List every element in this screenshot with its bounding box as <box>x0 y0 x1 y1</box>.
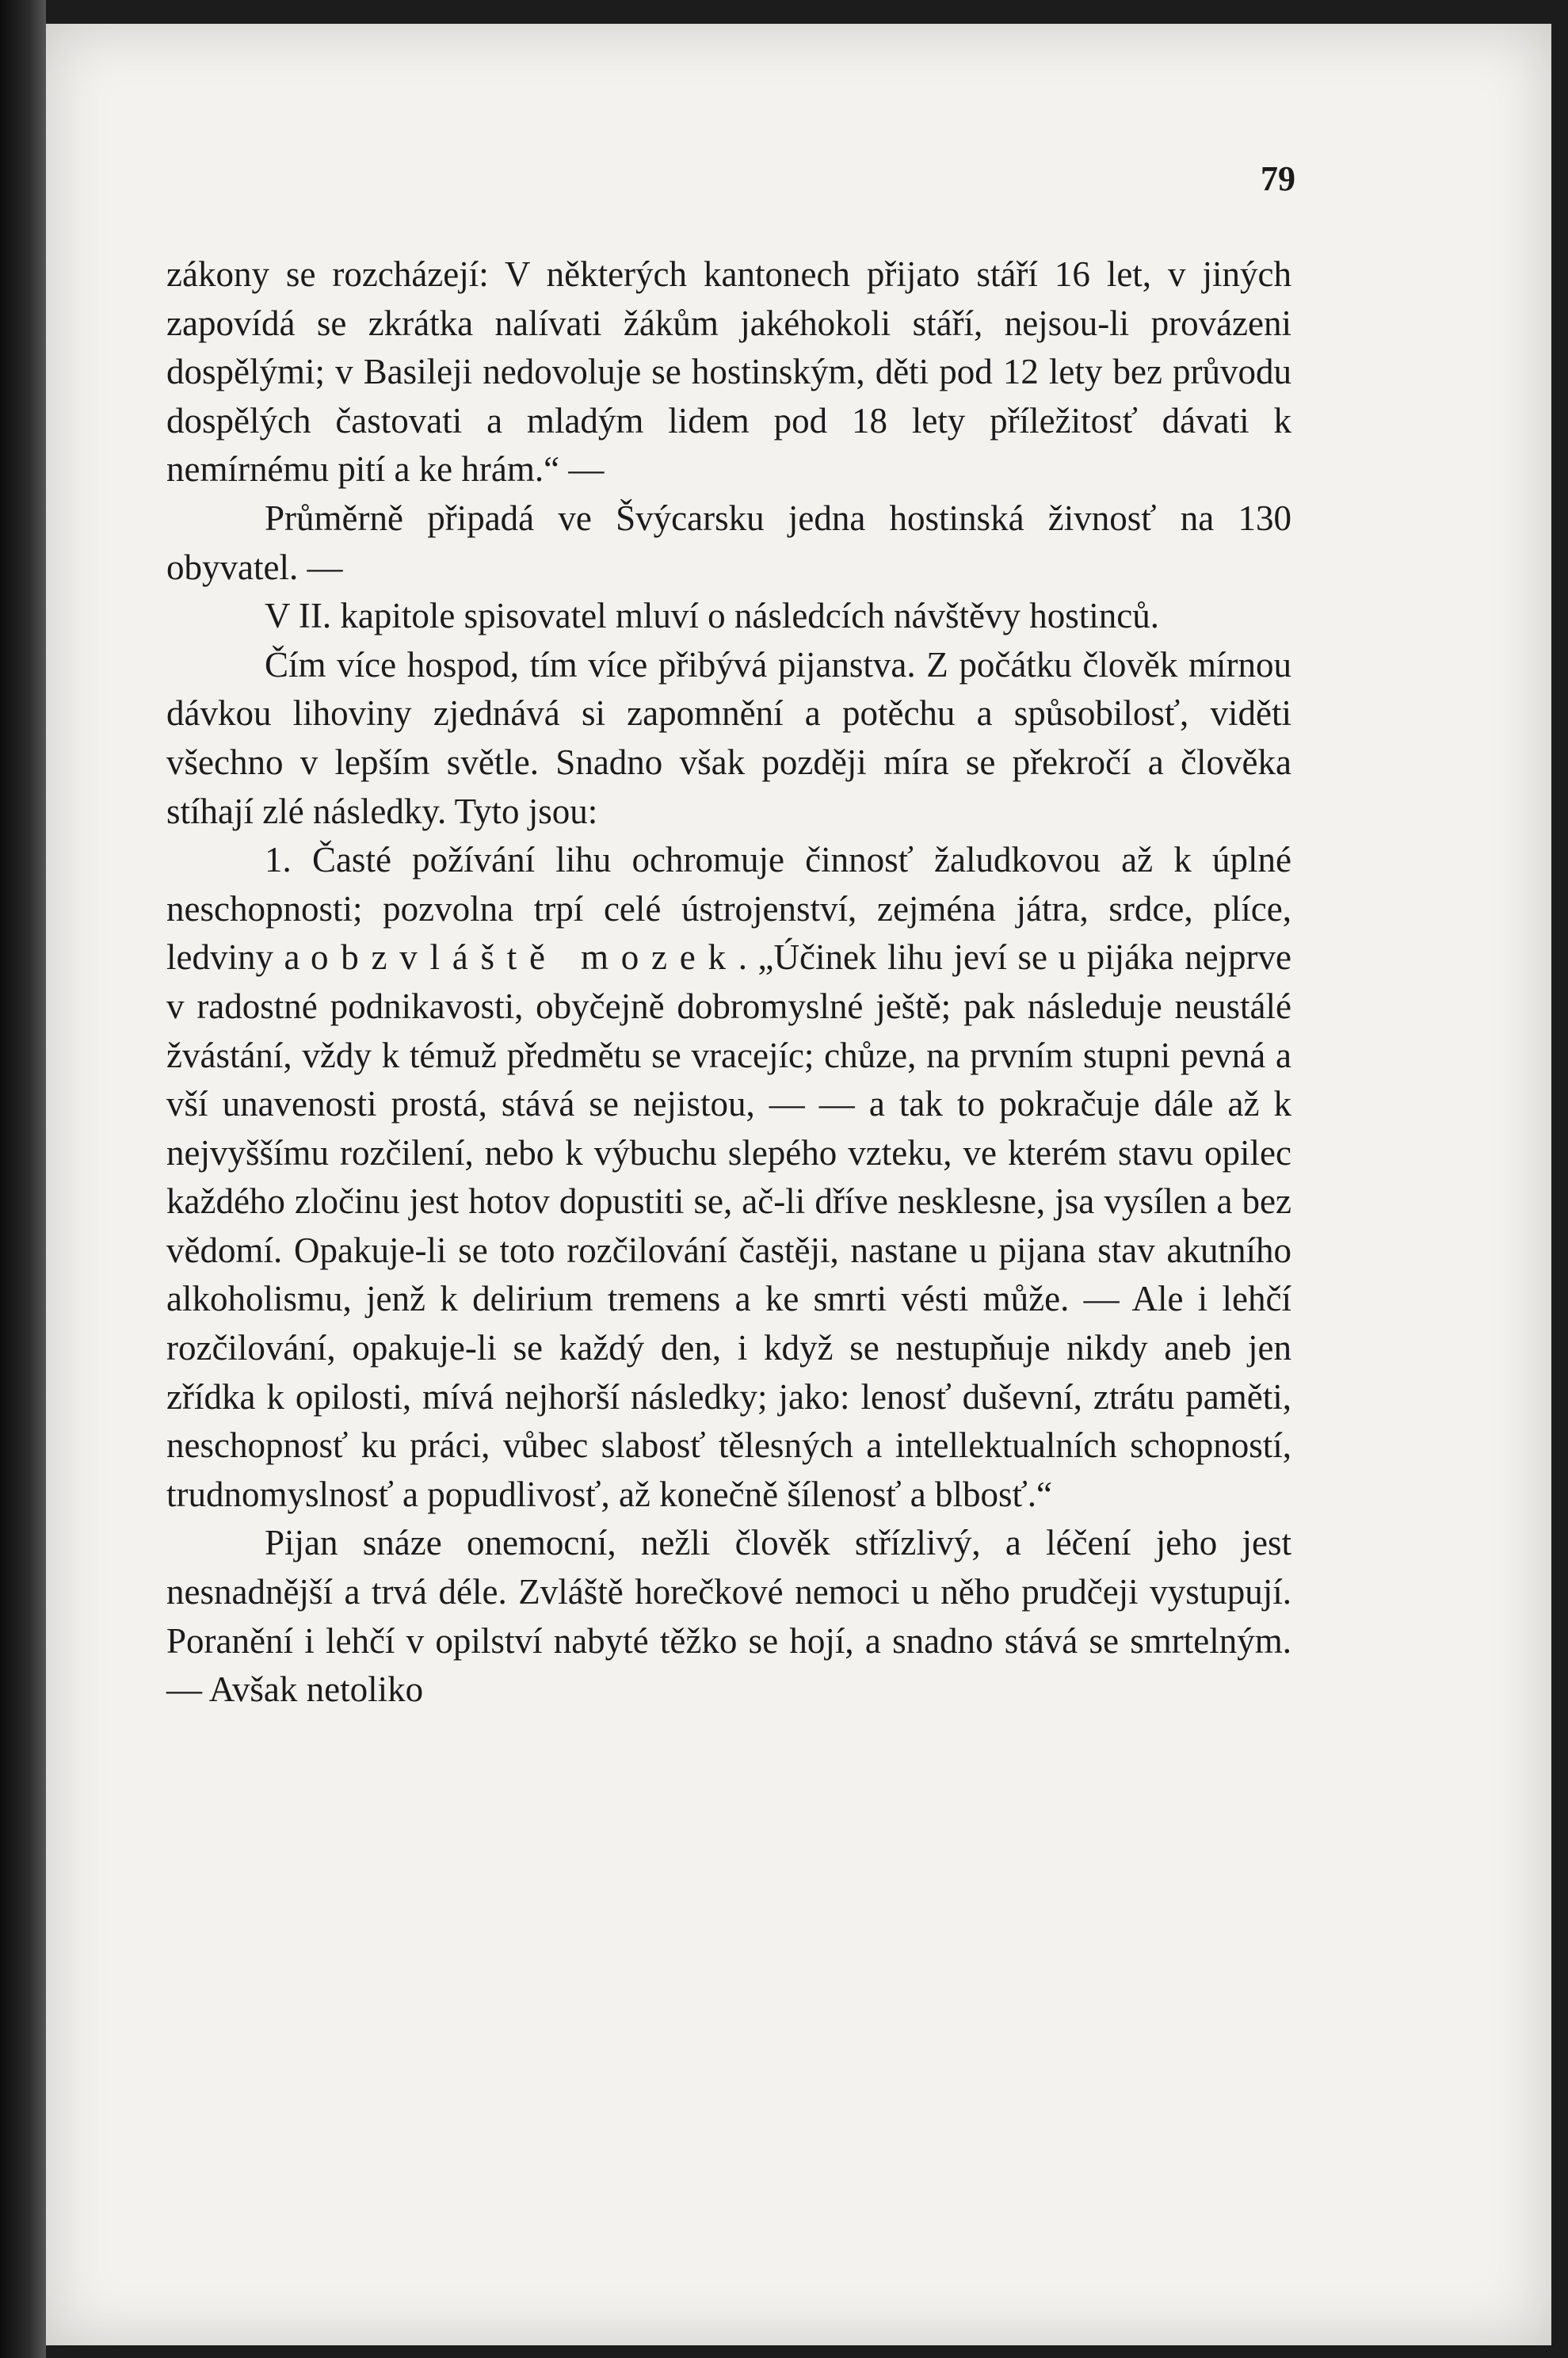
paragraph-5-rest: . „Účinek lihu jeví se u pijáka nejprve v radostné podnikavosti, obyčejně dobromyslné ještě; pak následuje neustálé žvástání, vždy k témuž předmětu se vracejíc; chůze, na prvním stupni pevná a vší unavenosti prostá, stává se nejistou, — — a tak to pokračuje dále až k nejvyššímu rozčilení, nebo k výbuchu slepého vzteku, ve kterém stavu opilec každého zločinu jest hotov dopustiti se, ač-li dříve nesklesne, jsa vysílen a bez vědomí. Opakuje-li se toto rozčilování častěji, nastane u pijana stav akutního alkoholismu, jenž k delirium tremens a ke smrti vésti může. — Ale i lehčí rozčilování, opakuje-li se každý den, i když se nestupňuje nikdy aneb jen zřídka k opilosti, mívá nejhorší následky; jako: lenosť duševní, ztrátu paměti, neschopnosť ku práci, vůbec slabosť tělesných a intellektualních schopností, trudnomyslnosť a popudlivosť, až konečně šílenosť a blbosť.“ <box>166 937 1292 1514</box>
paragraph-4: Čím více hospod, tím více přibývá pijanstva. Z počátku člověk mírnou dávkou lihoviny zjednává si zapomnění a potěchu a spůsobilosť, viděti všechno v lepším světle. Snadno však později míra se překročí a člověka stíhají zlé následky. Tyto jsou: <box>166 644 1291 831</box>
paragraph-6: Pijan snáze onemocní, nežli člověk střízlivý, a léčení jeho jest nesnadnější a trvá déle. Zvláště horečkové nemoci u něho prudčeji vystupují. Poranění i lehčí v opilství nabyté těžko se hojí, a snadno stává se smrtelným. — Avšak netoliko <box>166 1523 1291 1710</box>
emphasized-spaced-text: obzvláště mozek <box>311 937 738 978</box>
paragraph-5-start: 1. Časté požívání lihu ochromuje činnosť žaludkovou až k úplné neschopnosti; pozvolna trpí celé ústrojenství, zejména játra, srdce, plíce, ledviny a <box>166 840 1291 978</box>
book-binding-edge <box>0 0 46 2358</box>
paragraph-3: V II. kapitole spisovatel mluví o následcích návštěvy hostinců. <box>265 596 1159 636</box>
paragraph-5 <box>166 836 1291 1519</box>
paragraph-2: Průměrně připadá ve Švýcarsku jedna hostinská živnosť na 130 obyvatel. — <box>166 498 1291 587</box>
paragraph-1: zákony se rozcházejí: V některých kantonech přijato stáří 16 let, v jiných zapovídá se zkrátka nalívati žákům jakéhokoli stáří, nejsou-li provázeni dospělými; v Basileji nedovoluje se hostinským, děti pod 12 lety bez průvodu dospělých častovati a mladým lidem pod 18 lety příležitosť dávati k nemírnému pití a ke hrám.“ — <box>166 254 1291 490</box>
body-text <box>166 250 1291 1715</box>
page-number: 79 <box>1261 159 1295 198</box>
